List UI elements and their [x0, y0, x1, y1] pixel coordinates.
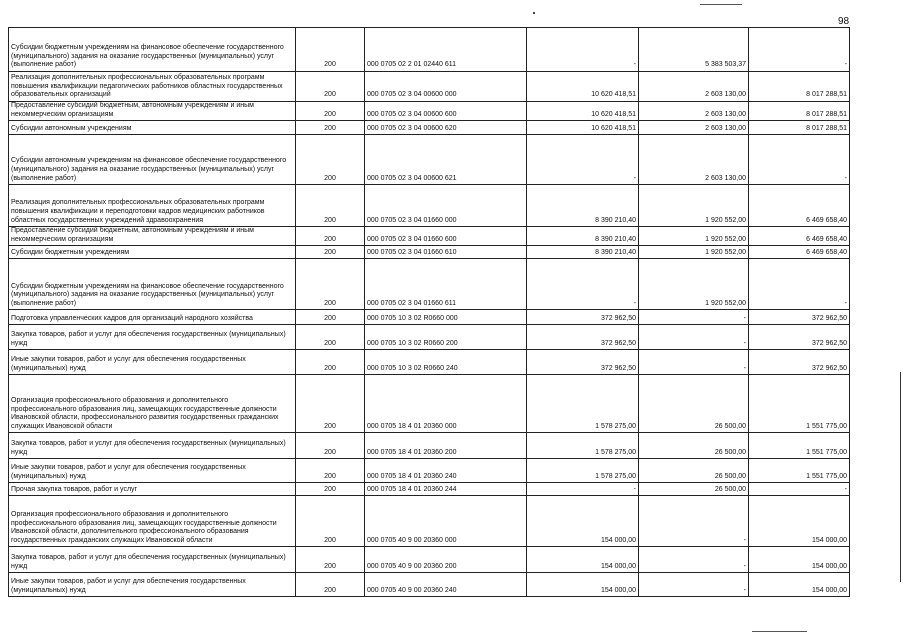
scan-artifact-dot — [533, 12, 535, 14]
row-executed: - — [639, 547, 749, 573]
table-row — [9, 325, 850, 350]
row-name: Реализация дополнительных профессиональных образовательных программ повышения квалификации и переподготовки кадров медицинских работников областных государственных учреждений здравоохранения — [9, 185, 296, 227]
row-approved: 1 578 275,00 — [527, 459, 639, 483]
row-kbk: 000 0705 02 3 04 00600 620 — [365, 121, 527, 135]
row-kbk: 000 0705 02 3 04 01660 611 — [365, 259, 527, 310]
row-name: Реализация дополнительных профессиональных образовательных программ повышения квалификации педагогических работников областных государственных образовательных организаций — [9, 72, 296, 102]
row-executed: - — [639, 573, 749, 597]
row-kbk: 000 0705 02 2 01 02440 611 — [365, 28, 527, 72]
row-code: 200 — [296, 375, 365, 433]
row-kbk: 000 0705 18 4 01 20360 200 — [365, 433, 527, 459]
table-row — [9, 310, 850, 325]
row-code: 200 — [296, 227, 365, 246]
row-executed: 1 920 552,00 — [639, 227, 749, 246]
row-executed: 1 920 552,00 — [639, 246, 749, 259]
row-executed: - — [639, 325, 749, 350]
row-name: Предоставление субсидий бюджетным, автономным учреждениям и иным некоммерческим организациям — [9, 227, 296, 246]
row-kbk: 000 0705 02 3 04 00600 621 — [365, 135, 527, 185]
row-code: 200 — [296, 433, 365, 459]
row-approved: 1 578 275,00 — [527, 375, 639, 433]
row-name: Субсидии бюджетным учреждениям на финансовое обеспечение государственного (муниципального) задания на оказание государственных (муниципальных) услуг (выполнение работ) — [9, 259, 296, 310]
row-executed: - — [639, 496, 749, 547]
row-approved: - — [527, 135, 639, 185]
row-approved: 372 962,50 — [527, 350, 639, 375]
row-unexecuted: 1 551 775,00 — [749, 433, 850, 459]
row-executed: 5 383 503,37 — [639, 28, 749, 72]
row-unexecuted: - — [749, 483, 850, 496]
row-executed: 26 500,00 — [639, 375, 749, 433]
row-name: Субсидии автономным учреждениям на финансовое обеспечение государственного (муниципального) задания на оказание государственных (муниципальных) услуг (выполнение работ) — [9, 135, 296, 185]
row-unexecuted: 154 000,00 — [749, 573, 850, 597]
row-kbk: 000 0705 02 3 04 01660 610 — [365, 246, 527, 259]
row-executed: - — [639, 350, 749, 375]
row-unexecuted: 1 551 775,00 — [749, 375, 850, 433]
row-name: Закупка товаров, работ и услуг для обеспечения государственных (муниципальных) нужд — [9, 325, 296, 350]
row-name: Организация профессионального образования и дополнительного профессионального образования лиц, замещающих государственные должности Ивановской области, дополнительного профессионального образования государственных гражданских служащих Ивановской области — [9, 496, 296, 547]
row-kbk: 000 0705 40 9 00 20360 200 — [365, 547, 527, 573]
row-approved: - — [527, 28, 639, 72]
row-kbk: 000 0705 40 9 00 20360 000 — [365, 496, 527, 547]
row-unexecuted: 8 017 288,51 — [749, 121, 850, 135]
row-approved: 10 620 418,51 — [527, 102, 639, 121]
row-name: Иные закупки товаров, работ и услуг для обеспечения государственных (муниципальных) нужд — [9, 573, 296, 597]
row-name: Закупка товаров, работ и услуг для обеспечения государственных (муниципальных) нужд — [9, 547, 296, 573]
row-approved: 10 620 418,51 — [527, 121, 639, 135]
row-approved: - — [527, 483, 639, 496]
row-kbk: 000 0705 02 3 04 00600 600 — [365, 102, 527, 121]
row-unexecuted: 372 962,50 — [749, 310, 850, 325]
row-unexecuted: 154 000,00 — [749, 496, 850, 547]
row-unexecuted: - — [749, 28, 850, 72]
row-executed: 2 603 130,00 — [639, 102, 749, 121]
table-row — [9, 433, 850, 459]
table-body — [9, 28, 850, 597]
row-approved: 372 962,50 — [527, 310, 639, 325]
table-row — [9, 72, 850, 102]
table-row — [9, 375, 850, 433]
row-unexecuted: - — [749, 135, 850, 185]
row-approved: 154 000,00 — [527, 547, 639, 573]
row-code: 200 — [296, 28, 365, 72]
row-unexecuted: 8 017 288,51 — [749, 72, 850, 102]
row-code: 200 — [296, 185, 365, 227]
row-unexecuted: 372 962,50 — [749, 350, 850, 375]
table-row — [9, 459, 850, 483]
row-executed: 2 603 130,00 — [639, 135, 749, 185]
scan-artifact-bottom — [752, 631, 807, 632]
row-name: Подготовка управленческих кадров для организаций народного хозяйства — [9, 310, 296, 325]
row-unexecuted: 6 469 658,40 — [749, 185, 850, 227]
row-approved: 8 390 210,40 — [527, 185, 639, 227]
row-unexecuted: 154 000,00 — [749, 547, 850, 573]
row-name: Организация профессионального образования и дополнительного профессионального образования лиц, замещающих государственные должности Ивановской области, профессионального развития государственных гражданских служащих Ивановской области — [9, 375, 296, 433]
row-code: 200 — [296, 483, 365, 496]
row-kbk: 000 0705 10 3 02 R0660 240 — [365, 350, 527, 375]
row-unexecuted: 6 469 658,40 — [749, 227, 850, 246]
row-kbk: 000 0705 02 3 04 00600 000 — [365, 72, 527, 102]
row-executed: 26 500,00 — [639, 433, 749, 459]
table-row — [9, 547, 850, 573]
row-unexecuted: 372 962,50 — [749, 325, 850, 350]
table-row — [9, 185, 850, 227]
row-name: Субсидии бюджетным учреждениям на финансовое обеспечение государственного (муниципального) задания на оказание государственных (муниципальных) услуг (выполнение работ) — [9, 28, 296, 72]
row-kbk: 000 0705 18 4 01 20360 240 — [365, 459, 527, 483]
row-unexecuted: 8 017 288,51 — [749, 102, 850, 121]
row-name: Субсидии автономным учреждениям — [9, 121, 296, 135]
row-kbk: 000 0705 02 3 04 01660 000 — [365, 185, 527, 227]
row-kbk: 000 0705 10 3 02 R0660 000 — [365, 310, 527, 325]
scan-artifact-right — [900, 372, 901, 582]
row-code: 200 — [296, 325, 365, 350]
row-unexecuted: - — [749, 259, 850, 310]
row-code: 200 — [296, 259, 365, 310]
table-row — [9, 121, 850, 135]
row-approved: 10 620 418,51 — [527, 72, 639, 102]
row-name: Предоставление субсидий бюджетным, автономным учреждениям и иным некоммерческим организациям — [9, 102, 296, 121]
row-kbk: 000 0705 18 4 01 20360 244 — [365, 483, 527, 496]
budget-execution-table — [8, 27, 850, 597]
table-row — [9, 246, 850, 259]
row-code: 200 — [296, 121, 365, 135]
row-executed: - — [639, 310, 749, 325]
row-kbk: 000 0705 10 3 02 R0660 200 — [365, 325, 527, 350]
row-code: 200 — [296, 310, 365, 325]
row-name: Прочая закупка товаров, работ и услуг — [9, 483, 296, 496]
row-approved: 1 578 275,00 — [527, 433, 639, 459]
row-name: Иные закупки товаров, работ и услуг для обеспечения государственных (муниципальных) нужд — [9, 350, 296, 375]
row-code: 200 — [296, 496, 365, 547]
row-name: Иные закупки товаров, работ и услуг для обеспечения государственных (муниципальных) нужд — [9, 459, 296, 483]
row-approved: 154 000,00 — [527, 496, 639, 547]
scan-artifact-top — [700, 4, 742, 5]
row-kbk: 000 0705 02 3 04 01660 600 — [365, 227, 527, 246]
row-name: Субсидии бюджетным учреждениям — [9, 246, 296, 259]
row-executed: 2 603 130,00 — [639, 72, 749, 102]
row-code: 200 — [296, 459, 365, 483]
row-approved: 8 390 210,40 — [527, 246, 639, 259]
table-row — [9, 102, 850, 121]
row-code: 200 — [296, 350, 365, 375]
row-code: 200 — [296, 135, 365, 185]
row-code: 200 — [296, 573, 365, 597]
row-approved: - — [527, 259, 639, 310]
row-executed: 2 603 130,00 — [639, 121, 749, 135]
row-name: Закупка товаров, работ и услуг для обеспечения государственных (муниципальных) нужд — [9, 433, 296, 459]
row-kbk: 000 0705 18 4 01 20360 000 — [365, 375, 527, 433]
row-code: 200 — [296, 547, 365, 573]
table-row — [9, 259, 850, 310]
table-row — [9, 483, 850, 496]
table-row — [9, 496, 850, 547]
table-row — [9, 28, 850, 72]
table-row — [9, 350, 850, 375]
row-approved: 372 962,50 — [527, 325, 639, 350]
row-executed: 1 920 552,00 — [639, 259, 749, 310]
row-code: 200 — [296, 72, 365, 102]
row-code: 200 — [296, 246, 365, 259]
row-unexecuted: 1 551 775,00 — [749, 459, 850, 483]
row-code: 200 — [296, 102, 365, 121]
table-row — [9, 227, 850, 246]
row-approved: 154 000,00 — [527, 573, 639, 597]
table-row — [9, 135, 850, 185]
row-unexecuted: 6 469 658,40 — [749, 246, 850, 259]
row-approved: 8 390 210,40 — [527, 227, 639, 246]
row-executed: 26 500,00 — [639, 483, 749, 496]
row-kbk: 000 0705 40 9 00 20360 240 — [365, 573, 527, 597]
row-executed: 26 500,00 — [639, 459, 749, 483]
page-number: 98 — [838, 16, 850, 27]
table-row — [9, 573, 850, 597]
row-executed: 1 920 552,00 — [639, 185, 749, 227]
